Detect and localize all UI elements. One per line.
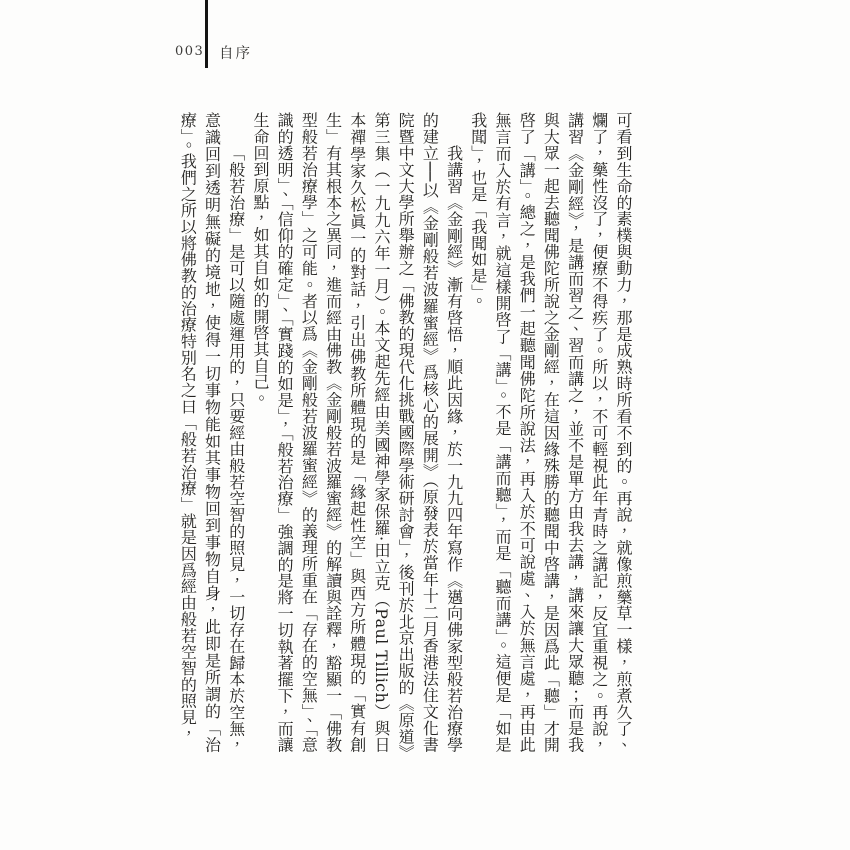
paragraph: 可看到生命的素樸與動力，那是成熟時所看不到的。再說，就像煎藥草一樣，煎煮久了、爛了，藥性沒了，便療不得疾了。所以，不可輕視此年青時之講記，反宜重視之。再說，講習《金剛經》，是講而習之、習而講之，並不是單方由我去講，講來讓大眾聽；而是我與大眾一起去聽聞佛陀所說之金剛經，在這因緣殊勝的聽聞中啓講，是因爲此「聽」才開啓了「講」。總之，是我們一起聽聞佛陀所說法，再入於不可說處、入於無言處，再由此無言而入於有言，就這樣開啓了「講」。不是「講而聽」，而是「聽而講」。這便是「如是我聞」，也是「我聞如是」。: [468, 112, 633, 753]
paragraph: 我講習《金剛經》漸有啓悟，順此因緣，於一九九四年寫作《邁向佛家型般若治療學的建立──以《金剛般若波羅蜜經》爲核心的展開》（原發表於當年十二月香港法住文化書院暨中文大學所舉辦之「佛教的現代化挑戰國際學術研討會」，後刊於北京出版的《原道》第三集（一九九六年一月）。本文起先經由美國神學家保羅·田立克（Paul Tillich）與日本禪學家久松眞一的對話，引出佛教所體現的是「緣起性空」與西方所體現的「實有創生」有其根本之異同，進而經由佛教《金剛般若波羅蜜經》的解讀與詮釋，豁顯一「佛教型般若治療學」之可能。者以爲《金剛般若波羅蜜經》的義理所重在「存在的空無」、「意識的透明」、「信仰的確定」、「實踐的如是」，「般若治療」強調的是將一切執著擺下，而讓生命回到原點，如其自如的開啓其自己。: [250, 112, 464, 753]
paragraph: 「般若治療」是可以隨處運用的，只要經由般若空智的照見，一切存在歸本於空無，意識回到透明無礙的境地，使得一切事物能如其事物回到事物自身，此即是所謂的「治療」。我們之所以將佛教的治療特別名之曰「般若治療」就是因爲經由般若空智的照見，: [178, 112, 246, 753]
header-divider-rule: [205, 0, 208, 68]
page-number: 003: [175, 44, 205, 59]
vertical-text-block: [173, 112, 635, 753]
section-title: 自序: [219, 46, 252, 62]
